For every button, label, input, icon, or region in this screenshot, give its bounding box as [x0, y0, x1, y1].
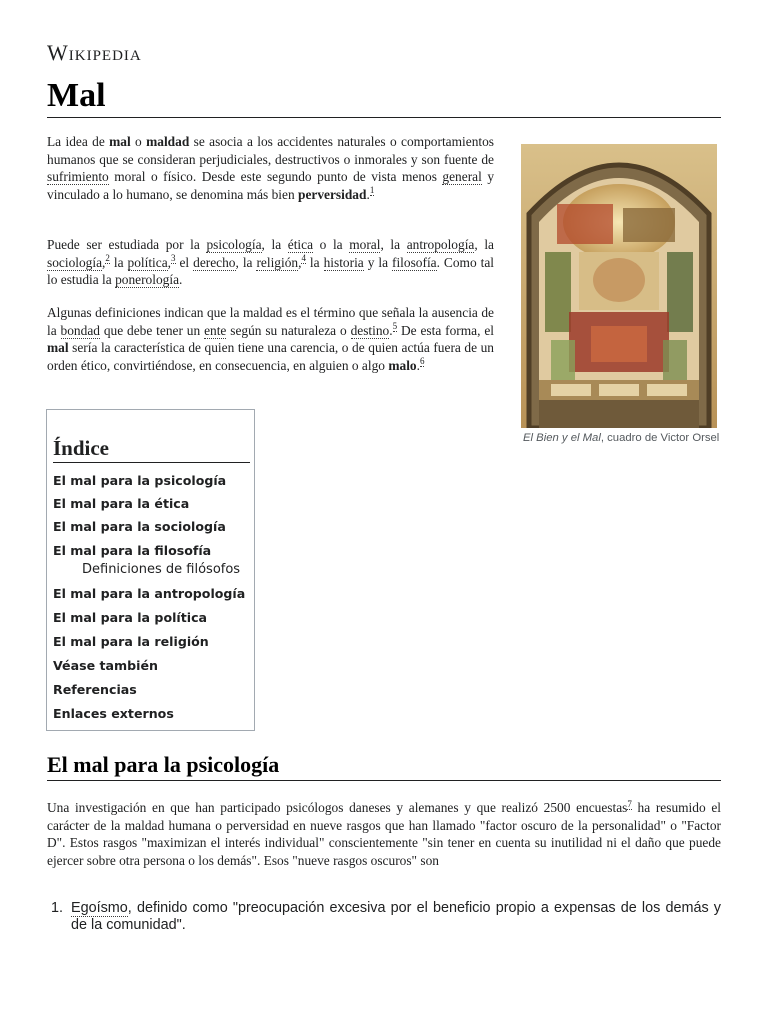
table-of-contents — [46, 409, 255, 731]
toc-item-enlaces-externos[interactable]: Enlaces externos — [53, 706, 174, 721]
link-bondad[interactable]: bondad — [60, 322, 100, 338]
link-destino[interactable]: destino — [350, 322, 390, 338]
link-politica[interactable]: política — [127, 254, 168, 270]
link-general[interactable]: general — [442, 169, 482, 184]
reference-2[interactable]: 2 — [105, 253, 110, 264]
link-antropologia[interactable]: antropología — [406, 237, 475, 252]
link-ponerologia[interactable]: ponerología — [115, 272, 180, 287]
link-etica[interactable]: ética — [287, 237, 314, 252]
intro-paragraph-2: Puede ser estudiada por la psicología, la ética o la moral, la antropología, la sociología,$^2$ la política,$^3$ el derecho, la religión,$^4$ la historia y la filosofía. Como tal lo estudia la ponerología. — [47, 237, 495, 287]
link-egoismo[interactable]: Egoísmo — [71, 900, 128, 916]
toc-item-filosofia[interactable]: El mal para la filosofía — [53, 543, 212, 558]
reference-3[interactable]: 3 — [171, 253, 176, 264]
title-divider — [47, 117, 721, 118]
toc-item-sociologia[interactable]: El mal para la sociología — [53, 519, 226, 534]
dark-traits-list — [47, 900, 721, 934]
stained-glass-painting-image — [521, 144, 717, 428]
link-historia[interactable]: historia — [323, 254, 364, 270]
toc-item-vease-tambien[interactable]: Véase también — [53, 658, 158, 673]
link-psicologia[interactable]: psicología — [206, 237, 262, 252]
link-ente[interactable]: ente — [204, 322, 227, 338]
toc-item-etica[interactable]: El mal para la ética — [53, 496, 190, 511]
toc-item-politica[interactable]: El mal para la política — [53, 610, 208, 625]
section-paragraph: Una investigación en que han participado psicólogos daneses y alemanes y que realizó 2500 encuestas$^7$ ha resumido el carácter de la maldad humana o perversidad en nueve rasgos que han llamado "factor oscuro de la personalidad" o "Factor D". Estos rasgos "maximizan el interés individual" conscientemente "sin tener en cuenta su inutilidad ni el daño que puede ejercer sobre otra persona o los demás". Esos "nueve rasgos oscuros" son — [47, 798, 721, 868]
painting-thumbnail[interactable] — [521, 144, 717, 428]
link-sufrimiento[interactable]: sufrimiento — [47, 169, 109, 184]
reference-1[interactable]: 1 — [369, 185, 375, 196]
reference-6[interactable]: 6 — [419, 356, 425, 367]
toc-item-psicologia[interactable]: El mal para la psicología — [53, 473, 227, 488]
toc-item-referencias[interactable]: Referencias — [53, 682, 137, 697]
toc-title: Índice — [53, 434, 250, 463]
reference-4[interactable]: 4 — [301, 253, 306, 264]
reference-7[interactable]: 7 — [627, 798, 632, 809]
wikipedia-wordmark[interactable]: Wikipedia — [47, 40, 142, 65]
list-item-number: 1. — [51, 900, 64, 916]
page-title: Mal — [47, 77, 106, 114]
intro-paragraph-3: Algunas definiciones indican que la maldad es el término que señala la ausencia de la bondad que debe tener un ente según su naturaleza o destino.$^5$ De esta forma, el mal sería la característica de quien tiene una carencia, o de quien actúa fuera de un orden ético, convirtiéndose, en consecuencia, en alguien o algo malo.$^6$ — [47, 305, 494, 373]
link-filosofia[interactable]: filosofía — [391, 254, 437, 270]
section-heading-psicologia: El mal para la psicología — [47, 751, 721, 781]
thumbnail-caption: El Bien y el Mal, cuadro de Victor Orsel — [523, 432, 720, 444]
toc-subitem-definiciones[interactable]: Definiciones de filósofos — [82, 562, 241, 577]
link-sociologia[interactable]: sociología — [47, 254, 103, 270]
link-moral[interactable]: moral — [349, 237, 381, 252]
toc-item-antropologia[interactable]: El mal para la antropología — [53, 586, 246, 601]
intro-paragraph-1: La idea de mal o maldad se asocia a los accidentes naturales o comportamientos humanos que se consideran perjudiciales, destructivos o inmorales y son fuente de sufrimiento moral o físico. Desde este segundo punto de vista menos general y vinculado a lo humano, se denomina más bien perversidad.$^1$ — [47, 134, 495, 202]
toc-item-religion[interactable]: El mal para la religión — [53, 634, 209, 649]
link-religion[interactable]: religión — [256, 254, 299, 270]
reference-5[interactable]: 5 — [392, 321, 398, 332]
list-item: 1. Egoísmo, definido como "preocupación excesiva por el beneficio propio a expensas de los demás y de la comunidad". — [51, 900, 721, 933]
link-derecho[interactable]: derecho — [193, 254, 236, 270]
